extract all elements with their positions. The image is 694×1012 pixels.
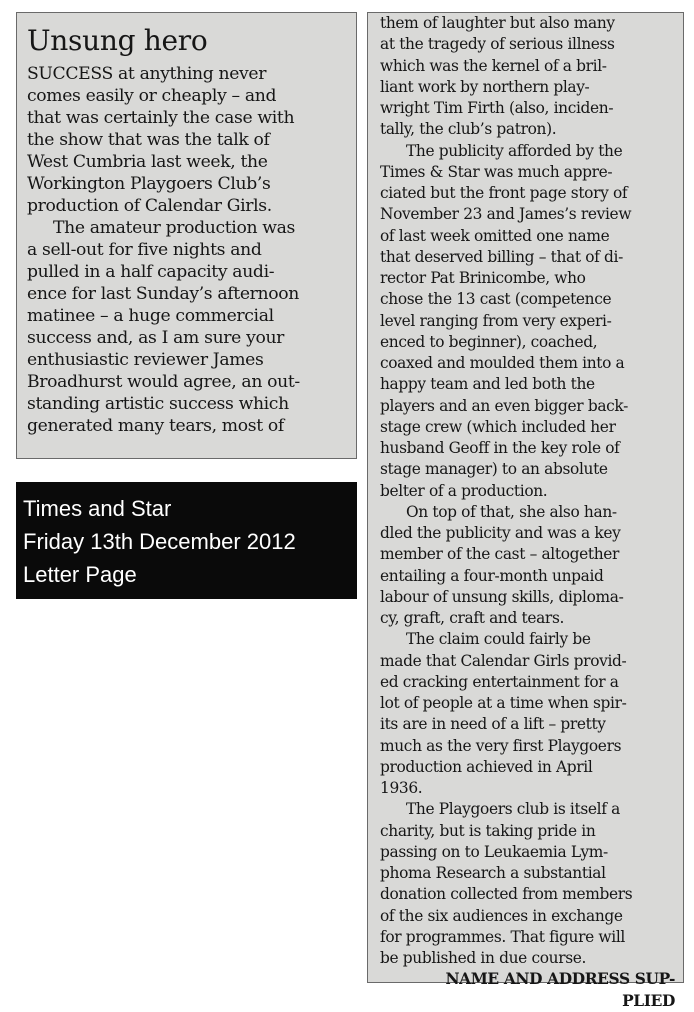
body-line: cy, graft, craft and tears.	[380, 609, 565, 627]
body-line: production of Calendar Girls.	[27, 196, 272, 216]
body-line: them of laughter but also many	[380, 14, 615, 32]
body-line: charity, but is taking pride in	[380, 821, 596, 840]
body-line: enthusiastic reviewer James	[27, 350, 264, 370]
caption-publication: Times and Star	[23, 496, 172, 521]
body-line: passing on to Leukaemia Lym-	[380, 842, 608, 861]
source-caption-box	[16, 482, 357, 599]
body-line: of the six audiences in exchange	[380, 906, 623, 925]
body-line: pulled in a half capacity audi-	[27, 262, 275, 282]
body-line: 1936.	[380, 779, 423, 797]
body-line: November 23 and James’s review	[380, 205, 632, 224]
body-line: stage manager) to an absolute	[380, 460, 608, 479]
caption-section: Letter Page	[23, 562, 137, 587]
body-line: of last week omitted one name	[380, 226, 610, 245]
body-line: that was certainly the case with	[27, 108, 295, 128]
body-line: be published in due course.	[380, 949, 587, 967]
body-line: rector Pat Brinicombe, who	[380, 269, 586, 287]
body-line: ed cracking entertainment for a	[380, 672, 619, 691]
body-line: at the tragedy of serious illness	[380, 35, 615, 54]
letter-clipping-left-column	[16, 12, 357, 459]
body-line: lot of people at a time when spir-	[380, 694, 627, 712]
body-line: made that Calendar Girls provid-	[380, 651, 627, 670]
body-line: that deserved billing – that of di-	[380, 247, 623, 266]
body-line: Workington Playgoers Club’s	[27, 174, 271, 194]
body-line: phoma Research a substantial	[380, 864, 606, 882]
body-line: On top of that, she also han-	[406, 502, 617, 521]
body-line: member of the cast – altogether	[380, 545, 620, 564]
body-line: labour of unsung skills, diploma-	[380, 587, 624, 606]
letter-body-right	[380, 13, 675, 969]
body-line: the show that was the talk of	[27, 130, 270, 150]
body-line: The Playgoers club is itself a	[406, 800, 620, 819]
body-line: Times & Star was much appre-	[380, 162, 613, 181]
body-line: The claim could fairly be	[406, 630, 591, 649]
body-line: ence for last Sunday’s afternoon	[27, 284, 299, 304]
body-line: generated many tears, most of	[27, 416, 284, 436]
caption-date: Friday 13th December 2012	[23, 529, 296, 554]
body-line: a sell-out for five nights and	[27, 240, 262, 260]
body-line: entailing a four-month unpaid	[380, 566, 604, 585]
body-line: SUCCESS at anything never	[27, 64, 267, 84]
body-line: success and, as I am sure your	[27, 328, 285, 348]
body-line: coaxed and moulded them into a	[380, 354, 625, 372]
body-line: donation collected from members	[380, 885, 633, 904]
body-line: level ranging from very experi-	[380, 311, 612, 330]
body-line: The amateur production was	[53, 218, 296, 238]
signoff-line: PLIED	[622, 991, 675, 1010]
body-line: stage crew (which included her	[380, 417, 616, 436]
body-line: chose the 13 cast (competence	[380, 290, 612, 309]
body-line: The publicity afforded by the	[406, 141, 623, 160]
body-line: production achieved in April	[380, 757, 593, 776]
body-line: happy team and led both the	[380, 375, 595, 394]
body-line: its are in need of a lift – pretty	[380, 715, 606, 734]
body-line: players and an even bigger back-	[380, 396, 628, 415]
body-line: comes easily or cheaply – and	[27, 86, 277, 106]
body-line: dled the publicity and was a key	[380, 524, 621, 542]
body-line: standing artistic success which	[27, 394, 289, 414]
letter-clipping-right-column	[367, 12, 684, 1010]
body-line: tally, the club’s patron).	[380, 120, 557, 139]
body-line: Broadhurst would agree, an out-	[27, 372, 300, 392]
body-line: wright Tim Firth (also, inciden-	[380, 99, 614, 117]
body-line: husband Geoff in the key role of	[380, 439, 620, 457]
body-line: West Cumbria last week, the	[27, 152, 268, 172]
body-line: matinee – a huge commercial	[27, 306, 274, 326]
letter-body-left	[27, 63, 346, 437]
body-line: much as the very first Playgoers	[380, 736, 622, 755]
signoff-line: NAME AND ADDRESS SUP-	[445, 970, 675, 989]
body-line: belter of a production.	[380, 481, 548, 500]
body-line: which was the kernel of a bril-	[380, 56, 607, 75]
body-line: enced to beginner), coached,	[380, 332, 598, 351]
letter-signoff	[380, 969, 675, 1012]
body-line: ciated but the front page story of	[380, 184, 628, 202]
body-line: for programmes. That figure will	[380, 927, 625, 946]
body-line: liant work by northern play-	[380, 77, 590, 96]
letter-headline: Unsung hero	[27, 24, 208, 57]
